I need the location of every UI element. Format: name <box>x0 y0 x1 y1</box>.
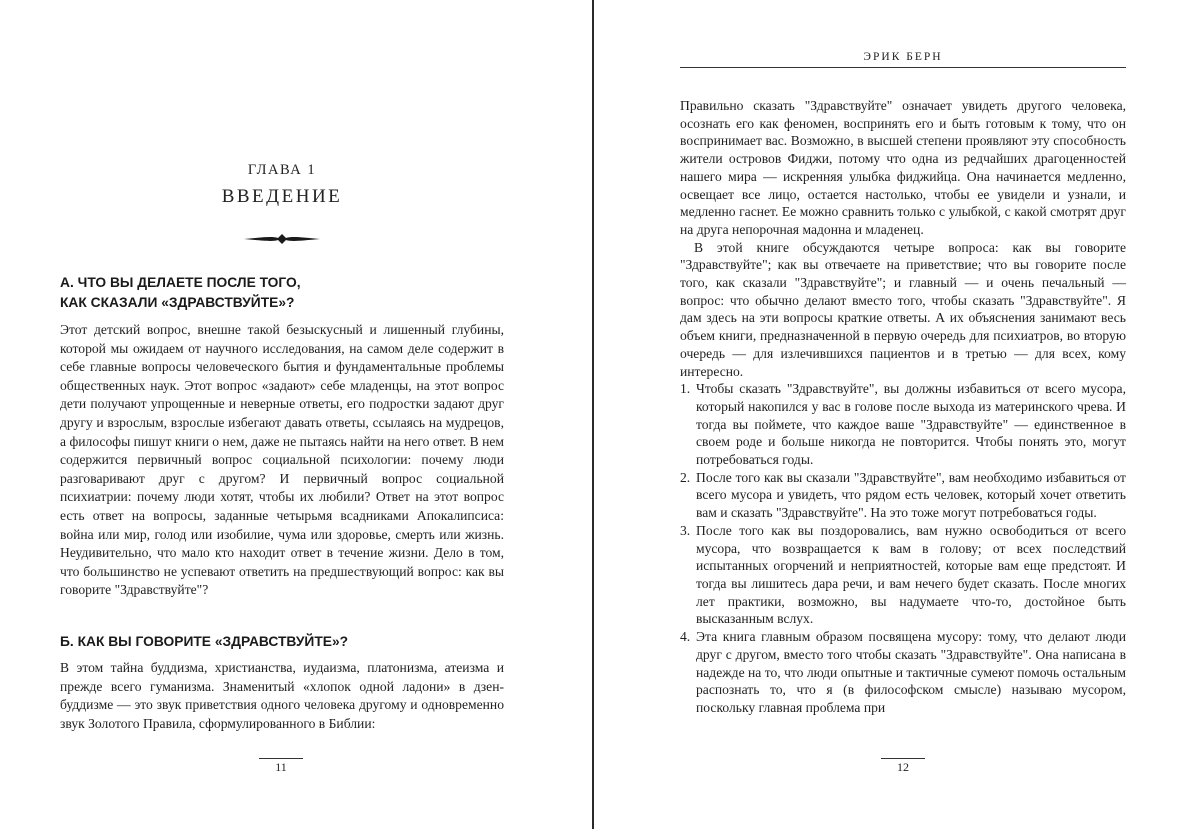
list-item <box>680 469 1126 522</box>
left-page <box>0 0 592 829</box>
ornament-divider <box>242 232 322 246</box>
section-a-heading-line2: КАК СКАЗАЛИ «ЗДРАВСТВУЙТЕ»? <box>60 295 295 310</box>
list-item-number: 2. <box>680 469 691 485</box>
list-item <box>680 628 1126 717</box>
list-item <box>680 380 1126 469</box>
right-paragraph-1: Правильно сказать "Здравствуйте" означает увидеть другого человека, осознать его как феномен, воспринять его и быть готовым к тому, что он воспринимает вас. Возможно, в высшей степени проявляют эту способность жители островов Фиджи, потому что одна из редчайших драгоценностей нашего мира — искренняя улыбка фиджийца. Она начинается медленно, освещает все лицо, остается настолько, чтобы ее увидели и узнали, и медленно гаснет. Ее можно сравнить только с улыбкой, с какой смотрят друг на друга непорочная мадонна и младенец. <box>680 98 1126 237</box>
folio-rule-right <box>881 758 925 759</box>
list-item-text: После того как вы сказали "Здравствуйте", вам необходимо избавиться от всего мусора и увидеть, что рядом есть человек, который хочет ответить вам и сказать "Здравствуйте". На это тоже могут потребоваться годы. <box>696 469 1126 521</box>
section-a-paragraph: Этот детский вопрос, внешне такой безыскусный и лишенный глубины, которой мы ожидаем от научного исследования, на самом деле содержит в себе главные вопросы человеческого бытия и фундаментальные проблемы общественных наук. Этот вопрос «задают» себе младенцы, на этот вопрос дети получают упрощенные и неверные ответы, его подростки задают друг другу и взрослым, взрослые избегают давать ответы, ссылаясь на мудрецов, а философы пишут книги о нем, даже не пытаясь найти на него ответ. В нем содержится первичный вопрос социальной психологии: почему люди разговаривают друг с другом? И первичный вопрос социальной психиатрии: почему люди хотят, чтобы их любили? Ответ на этот вопрос есть ответ на вопросы, заданные четырьмя всадниками Апокалипсиса: война или мир, голод или изобилие, чума или здоровье, смерть или жизнь. Неудивительно, что мало кто находит ответ в течение жизни. Дело в том, что большинство не успевают ответить на предшествующий вопрос: как вы говорите "Здравствуйте"? <box>60 322 504 598</box>
list-item-number: 1. <box>680 381 691 397</box>
running-head: ЭРИК БЕРН <box>863 51 943 63</box>
list-item-number: 4. <box>680 629 691 645</box>
folio-rule-left <box>259 758 303 759</box>
section-a-heading <box>60 273 504 313</box>
chapter-label: ГЛАВА 1 <box>247 162 317 178</box>
list-item-text: Эта книга главным образом посвящена мусору: тому, что делают люди друг с другом, вместо того чтобы сказать "Здравствуйте". Она написана в надежде на то, что люди опытные и тактичные сумеют помочь остальным распознать то, что я (в философском смысле) называю мусором, поскольку главная проблема при <box>696 629 1126 715</box>
section-a-heading-line1: А. ЧТО ВЫ ДЕЛАЕТЕ ПОСЛЕ ТОГО, <box>60 275 301 290</box>
section-b-heading: Б. КАК ВЫ ГОВОРИТЕ «ЗДРАВСТВУЙТЕ»? <box>60 634 349 649</box>
right-page <box>594 0 1186 829</box>
list-item-number: 3. <box>680 522 691 538</box>
right-text-block <box>680 97 1126 717</box>
section-b-paragraph: В этом тайна буддизма, христианства, иудаизма, платонизма, атеизма и прежде всего гуманизма. Знаменитый «хлопок одной ладони» в дзен-буддизме — это звук приветствия одного человека другому и одновременно звук Золотого Правила, сформулированного в Библии: <box>60 660 504 731</box>
page-number-left: 11 <box>275 760 287 774</box>
list-item-text: После того как вы поздоровались, вам нужно освободиться от всего мусора, что возвращается к вам в голову; от всех последствий испытанных огорчений и неприятностей, которые вам еще предстоят. И тогда вы лишитесь дара речи, и вам нечего будет сказать. После многих лет практики, возможно, вы надумаете что-то, достойное быть высказанным вслух. <box>696 522 1126 627</box>
page-number-right: 12 <box>897 760 909 774</box>
chapter-title: ВВЕДЕНИЕ <box>221 186 343 207</box>
list-item-text: Чтобы сказать "Здравствуйте", вы должны избавиться от всего мусора, который накопился у вас в голове после выхода из материнского чрева. И тогда вы поймете, что каждое ваше "Здравствуйте" — единственное в своем роде и больше никогда не повторится. Чтобы понять это, могут потребоваться годы. <box>696 381 1126 468</box>
running-head-rule <box>680 67 1126 68</box>
list-item <box>680 522 1126 628</box>
numbered-list <box>680 380 1126 716</box>
right-paragraph-2: В этой книге обсуждаются четыре вопроса: как вы говорите "Здравствуйте"; как вы отвечаете на приветствие; что вы говорите после того, как сказали "Здравствуйте"; и главный — и очень печальный — вопрос: что обычно делают вместо того, чтобы сказать "Здравствуйте". Я дам здесь на эти вопросы краткие ответы. А их объяснения занимают весь объем книги, предназначенной в первую очередь для психиатров, во вторую очередь — для излечившихся пациентов и в третью — для всех, кому интересно. <box>680 239 1126 379</box>
